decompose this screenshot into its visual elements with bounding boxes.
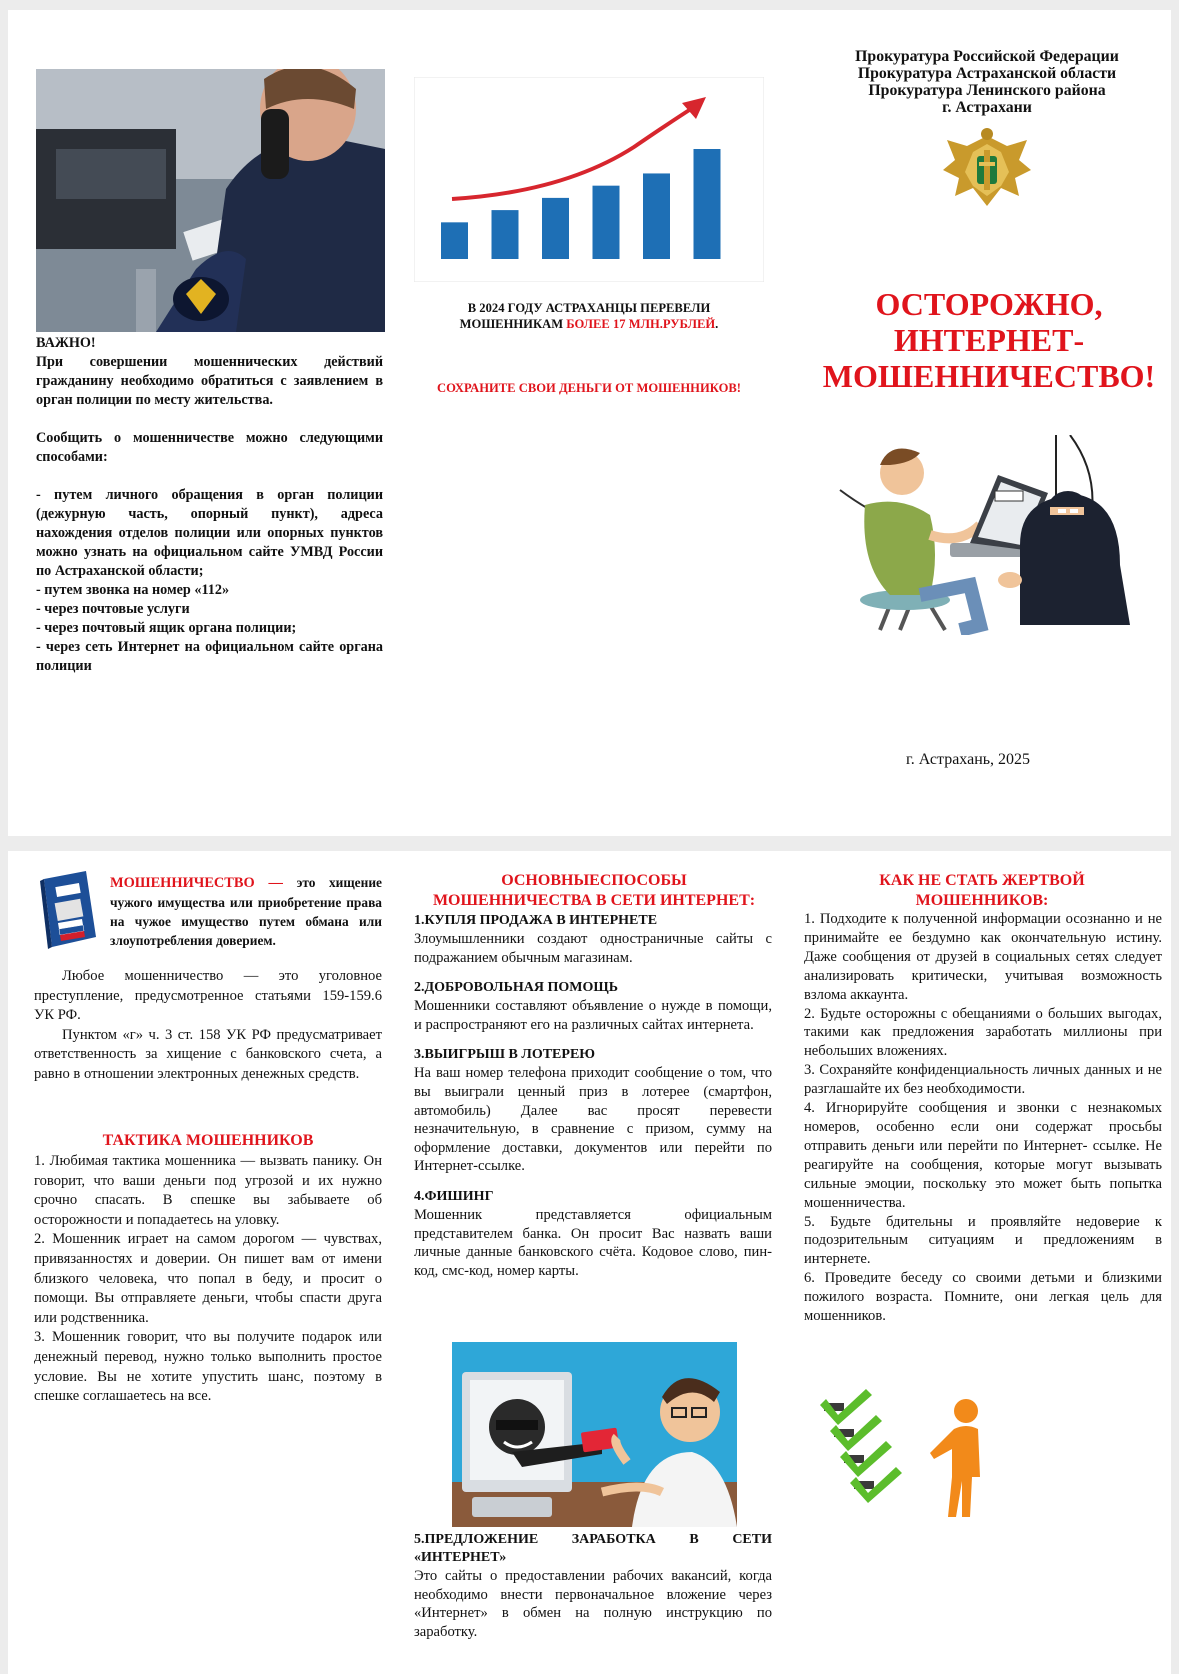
fraud-method-item bbox=[414, 1046, 772, 1176]
main-title-line: ИНТЕРНЕТ- bbox=[893, 322, 1085, 358]
stat-caption bbox=[414, 300, 764, 332]
fraud-method-text: На ваш номер телефона приходит сообщение о том, что вы выиграли ценный приз в лотерее (смартфон, автомобиль) Далее вас просят перевести незначительную, в сравнение с призом, сумму на оформление доставки, документов или перейти по Интернет-ссылке. bbox=[414, 1065, 772, 1175]
organization-line: Прокуратура Российской Федерации bbox=[855, 48, 1119, 65]
tactics-list bbox=[34, 1152, 382, 1407]
report-method-item: - через почтовый ящик органа полиции; bbox=[36, 620, 297, 636]
advice-item: 2. Будьте осторожны с обещаниями о больших выгодах, такими как предложения заработать миллионы при небольших вложениях. bbox=[804, 1005, 1162, 1060]
checklist-illustration bbox=[816, 1389, 998, 1521]
chart-bar bbox=[492, 210, 519, 259]
police-officer-photo bbox=[36, 69, 385, 332]
hacker-illustration bbox=[820, 435, 1150, 635]
stat-amount: БОЛЕЕ 17 МЛН.РУБЛЕЙ bbox=[566, 317, 716, 331]
phishing-illustration bbox=[452, 1342, 737, 1527]
definition-term: МОШЕННИЧЕСТВО — bbox=[110, 875, 297, 891]
fraud-method-text: Это сайты о предоставлении рабочих вакансий, когда необходимо внести первоначальное вложение через «Интернет» в обмен на полную инструкцию по заработку. bbox=[414, 1568, 772, 1640]
victim-title-line: МОШЕННИКОВ: bbox=[915, 892, 1049, 909]
definition-text: это хищение чужого имущества или приобретение права на чужое имущество путем обмана или злоупотребления доверием. bbox=[110, 875, 382, 948]
criminal-code-book-image bbox=[34, 871, 102, 949]
tactic-item: 2. Мошенник играет на самом дорогом — чувствах, привязанностях и доверии. Он пишет вам от имени близкого человека, что попал в беду, и просит о помощи. Вы отправляете деньги, чтобы спасти друга или родственника. bbox=[34, 1231, 382, 1326]
organization-line: г. Астрахани bbox=[942, 99, 1032, 116]
organization-header bbox=[806, 48, 1168, 116]
report-intro: Сообщить о мошенничестве можно следующими способами: bbox=[36, 430, 383, 465]
fraud-method-text: Злоумышленники создают одностраничные сайты с подражанием обычным магазинам. bbox=[414, 931, 772, 966]
important-text: При совершении мошеннических действий гражданину необходимо обратиться с заявлением в орган полиции по месту жительства. bbox=[36, 354, 383, 408]
report-method-item: - через почтовые услуги bbox=[36, 601, 190, 617]
stat-line-1: В 2024 ГОДУ АСТРАХАНЦЫ ПЕРЕВЕЛИ bbox=[467, 301, 711, 315]
fraud-method-title: 4.ФИШИНГ bbox=[414, 1188, 494, 1204]
chart-bar bbox=[643, 173, 670, 259]
prosecutor-emblem bbox=[933, 126, 1041, 214]
fraud-method-item bbox=[414, 912, 772, 967]
advice-item: 1. Подходите к полученной информации осознанно и не принимайте ее бездумно как окончательную истину. Даже сообщения от друзей в социальных сетях следует анализировать критически, учитывая возможность взлома аккаунта. bbox=[804, 911, 1162, 1003]
main-title-line: ОСТОРОЖНО, bbox=[875, 286, 1103, 322]
fraud-method-title: 2.ДОБРОВОЛЬНАЯ ПОМОЩЬ bbox=[414, 980, 618, 996]
how-not-to-be-victim-title bbox=[801, 871, 1163, 911]
fraud-method-item bbox=[414, 1188, 772, 1280]
city-year-footer: г. Астрахань, 2025 bbox=[906, 751, 1031, 768]
tactic-item: 3. Мошенник говорит, что вы получите подарок или денежный перевод, нужно только выполнить простое условие. Вы не хотите упустить шанс, поэтому в спешке соглашаетесь на все. bbox=[34, 1329, 382, 1405]
methods-title bbox=[414, 871, 774, 911]
brochure-outer-side bbox=[8, 10, 1171, 836]
main-title bbox=[808, 286, 1170, 394]
fraud-method-item bbox=[414, 1531, 772, 1641]
advice-list bbox=[804, 910, 1162, 1326]
chart-svg bbox=[414, 77, 764, 282]
report-methods-list bbox=[36, 486, 383, 676]
chart-bar bbox=[441, 222, 468, 259]
tactic-item: 1. Любимая тактика мошенника — вызвать панику. Он говорит, что ваши деньги под угрозой и их нужно срочно спасать. В спешке вы забываете об осторожности и попадаетесь на уловку. bbox=[34, 1153, 382, 1228]
stat-line-2-end: . bbox=[715, 317, 719, 331]
chart-bar bbox=[694, 149, 721, 259]
fraud-method-text: Мошенники составляют объявление о нужде в помощи, и распространяют его на различных сайтах интернета. bbox=[414, 998, 772, 1033]
fraud-method-5 bbox=[414, 1531, 772, 1641]
methods-title-line: ОСНОВНЫЕСПОСОБЫ bbox=[501, 872, 687, 889]
tactics-title: ТАКТИКА МОШЕННИКОВ bbox=[102, 1132, 314, 1149]
important-title: ВАЖНО! bbox=[36, 335, 96, 351]
report-method-item: - через сеть Интернет на официальном сайте органа полиции bbox=[36, 639, 383, 674]
advice-item: 6. Проведите беседу со своими детьми и близкими пожилого возраста. Помните, они легкая цель для мошенников. bbox=[804, 1270, 1162, 1325]
advice-item: 5. Будьте бдительны и проявляйте недоверие к подозрительным ситуациям и предложениям в интернете. bbox=[804, 1213, 1162, 1268]
legal-paragraph-2: Пунктом «г» ч. 3 ст. 158 УК РФ предусматривает ответственность за хищение с банковского счета, а равно в отношении электронных денежных средств. bbox=[34, 1026, 382, 1082]
stat-line-2 bbox=[414, 316, 764, 332]
fraud-methods-list bbox=[414, 912, 772, 1280]
chart-bar bbox=[542, 198, 569, 259]
organization-line: Прокуратура Ленинского района bbox=[868, 82, 1106, 99]
reporting-info bbox=[36, 334, 383, 676]
brochure-inner-side bbox=[8, 851, 1171, 1674]
growth-bar-chart bbox=[414, 77, 764, 282]
advice-item: 4. Игнорируйте сообщения и звонки с незнакомых номеров, особенно если они содержат просьбы отправить деньги или перейти по Интернет- ссылке. Не реагируйте на сообщения, которые могут вызывать сильные эмоции, поскольку это может быть попытка мошенничества. bbox=[804, 1100, 1162, 1211]
main-title-line: МОШЕННИЧЕСТВО! bbox=[822, 358, 1156, 394]
methods-title-line: МОШЕННИЧЕСТВА В СЕТИ ИНТЕРНЕТ: bbox=[432, 892, 756, 909]
legal-paragraph-1: Любое мошенничество — это уголовное преступление, предусмотренное статьями 159-159.6 УК РФ. bbox=[34, 968, 382, 1024]
fraud-method-text: Мошенник представляется официальным представителем банка. Он просит Вас назвать ваши личные данные банковского счёта. Кодовое слово, пин-код, смс-код, номер карты. bbox=[414, 1206, 772, 1279]
fraud-method-title: 3.ВЫИГРЫШ В ЛОТЕРЕЮ bbox=[414, 1047, 596, 1063]
organization-line: Прокуратура Астраханской области bbox=[857, 65, 1117, 82]
save-money-slogan: СОХРАНИТЕ СВОИ ДЕНЬГИ ОТ МОШЕННИКОВ! bbox=[437, 381, 741, 395]
report-method-item: - путем звонка на номер «112» bbox=[36, 582, 230, 598]
advice-item: 3. Сохраняйте конфиденциальность личных данных и не разглашайте их без необходимости. bbox=[804, 1062, 1162, 1098]
stat-line-2-text: МОШЕННИКАМ bbox=[459, 317, 567, 331]
chart-bar bbox=[593, 186, 620, 259]
fraud-definition bbox=[110, 873, 382, 950]
fraud-method-title: 1.КУПЛЯ ПРОДАЖА В ИНТЕРНЕТЕ bbox=[414, 913, 658, 928]
legal-info bbox=[34, 967, 382, 1085]
report-method-item: - путем личного обращения в орган полиции (дежурную часть, опорный пункт), адреса нахождения отделов полиции или опорных пунктов можно узнать на официальном сайте УМВД России по Астраханской области; bbox=[36, 487, 383, 579]
fraud-method-title: 5.ПРЕДЛОЖЕНИЕ ЗАРАБОТКА В СЕТИ «ИНТЕРНЕТ» bbox=[414, 1532, 772, 1565]
fraud-method-item bbox=[414, 979, 772, 1034]
victim-title-line: КАК НЕ СТАТЬ ЖЕРТВОЙ bbox=[879, 872, 1085, 889]
